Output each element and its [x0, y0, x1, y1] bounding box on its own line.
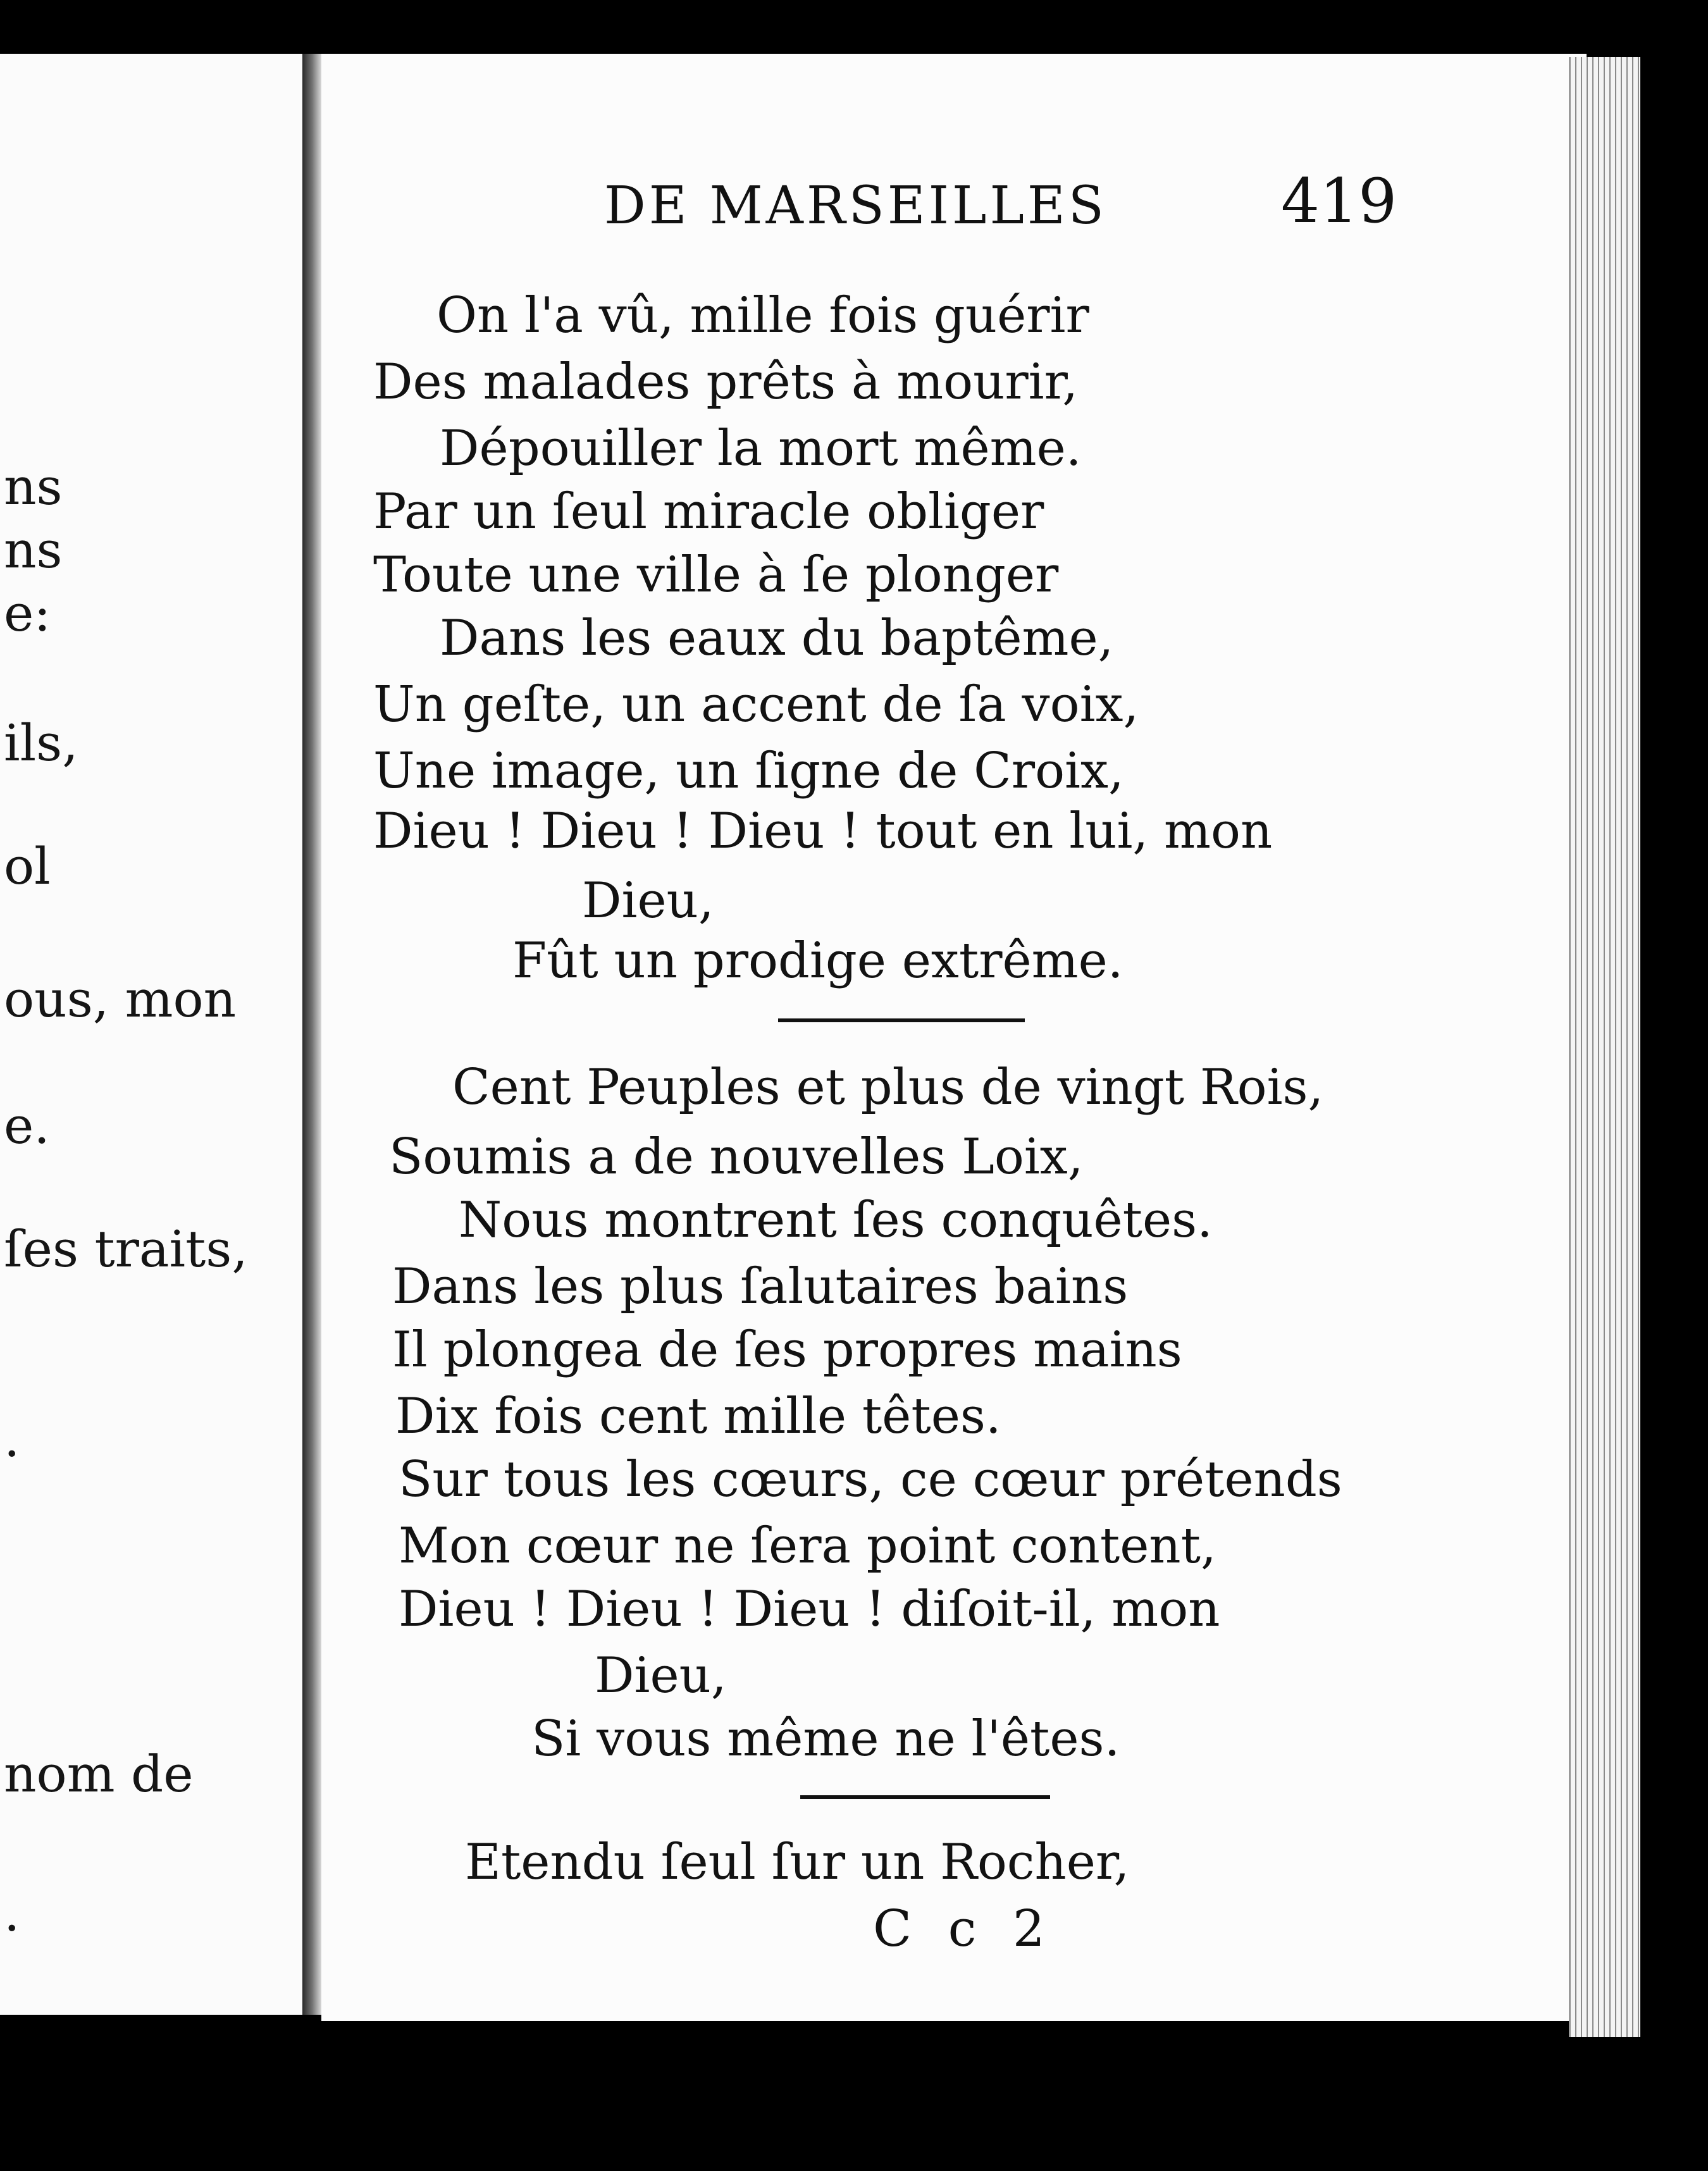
running-head: DE MARSEILLES	[604, 176, 1107, 236]
verse-line: On l'a vû, mille fois guérir	[436, 287, 1089, 344]
verse-line: Un geſte, un accent de ſa voix,	[373, 676, 1139, 733]
signature-mark: C c 2	[873, 1899, 1055, 1958]
verse-line: Sur tous les cœurs, ce cœur prétends	[399, 1451, 1342, 1508]
left-fragment-line: ol	[4, 837, 51, 896]
left-fragment-line: .	[4, 1409, 20, 1468]
left-fragment-line: ous, mon	[4, 970, 237, 1029]
verse-line: Dieu,	[582, 872, 714, 929]
verse-line: Toute une ville à ſe plonger	[373, 547, 1059, 603]
verse-line: Si vous même ne l'êtes.	[531, 1710, 1120, 1767]
verse-line: Cent Peuples et plus de vingt Rois,	[452, 1059, 1324, 1116]
verse-line: Dieu,	[595, 1647, 727, 1704]
verse-line: Une image, un ſigne de Croix,	[373, 743, 1124, 800]
page-edges	[1569, 57, 1640, 2037]
left-page-fragment	[0, 54, 305, 2015]
verse-line: Des malades prêts à mourir,	[373, 354, 1079, 411]
stanza-divider	[778, 1018, 1025, 1022]
verse-line: Nous montrent ſes conquêtes.	[459, 1192, 1213, 1249]
left-fragment-line: .	[4, 1884, 20, 1943]
verse-line: Dans les eaux du baptême,	[440, 610, 1114, 667]
verse-line: Dieu ! Dieu ! Dieu ! diſoit-il, mon	[399, 1581, 1220, 1638]
verse-line: Etendu ſeul ſur un Rocher,	[465, 1834, 1130, 1891]
book-gutter	[302, 54, 321, 2015]
verse-line: Mon cœur ne ſera point content,	[399, 1518, 1216, 1574]
verse-line: Fût un prodige extrême.	[512, 932, 1123, 989]
left-fragment-line: ils,	[4, 714, 78, 772]
left-fragment-line: e:	[4, 584, 51, 643]
left-fragment-line: ſes traits,	[4, 1220, 248, 1278]
left-fragment-line: e.	[4, 1096, 50, 1155]
verse-line: Dépouiller la mort même.	[440, 420, 1082, 477]
verse-line: Soumis a de nouvelles Loix,	[389, 1129, 1084, 1185]
verse-line: Dans les plus ſalutaires bains	[392, 1258, 1129, 1315]
verse-line: Dieu ! Dieu ! Dieu ! tout en lui, mon	[373, 803, 1273, 860]
left-fragment-line: ns	[4, 521, 63, 579]
verse-line: Par un ſeul miracle obliger	[373, 483, 1044, 540]
stanza-divider	[800, 1795, 1050, 1799]
left-fragment-line: nom de	[4, 1745, 194, 1803]
page-number: 419	[1281, 166, 1397, 237]
left-fragment-line: ns	[4, 457, 63, 516]
verse-line: Il plongea de ſes propres mains	[392, 1321, 1182, 1378]
verse-line: Dix fois cent mille têtes.	[395, 1388, 1001, 1445]
